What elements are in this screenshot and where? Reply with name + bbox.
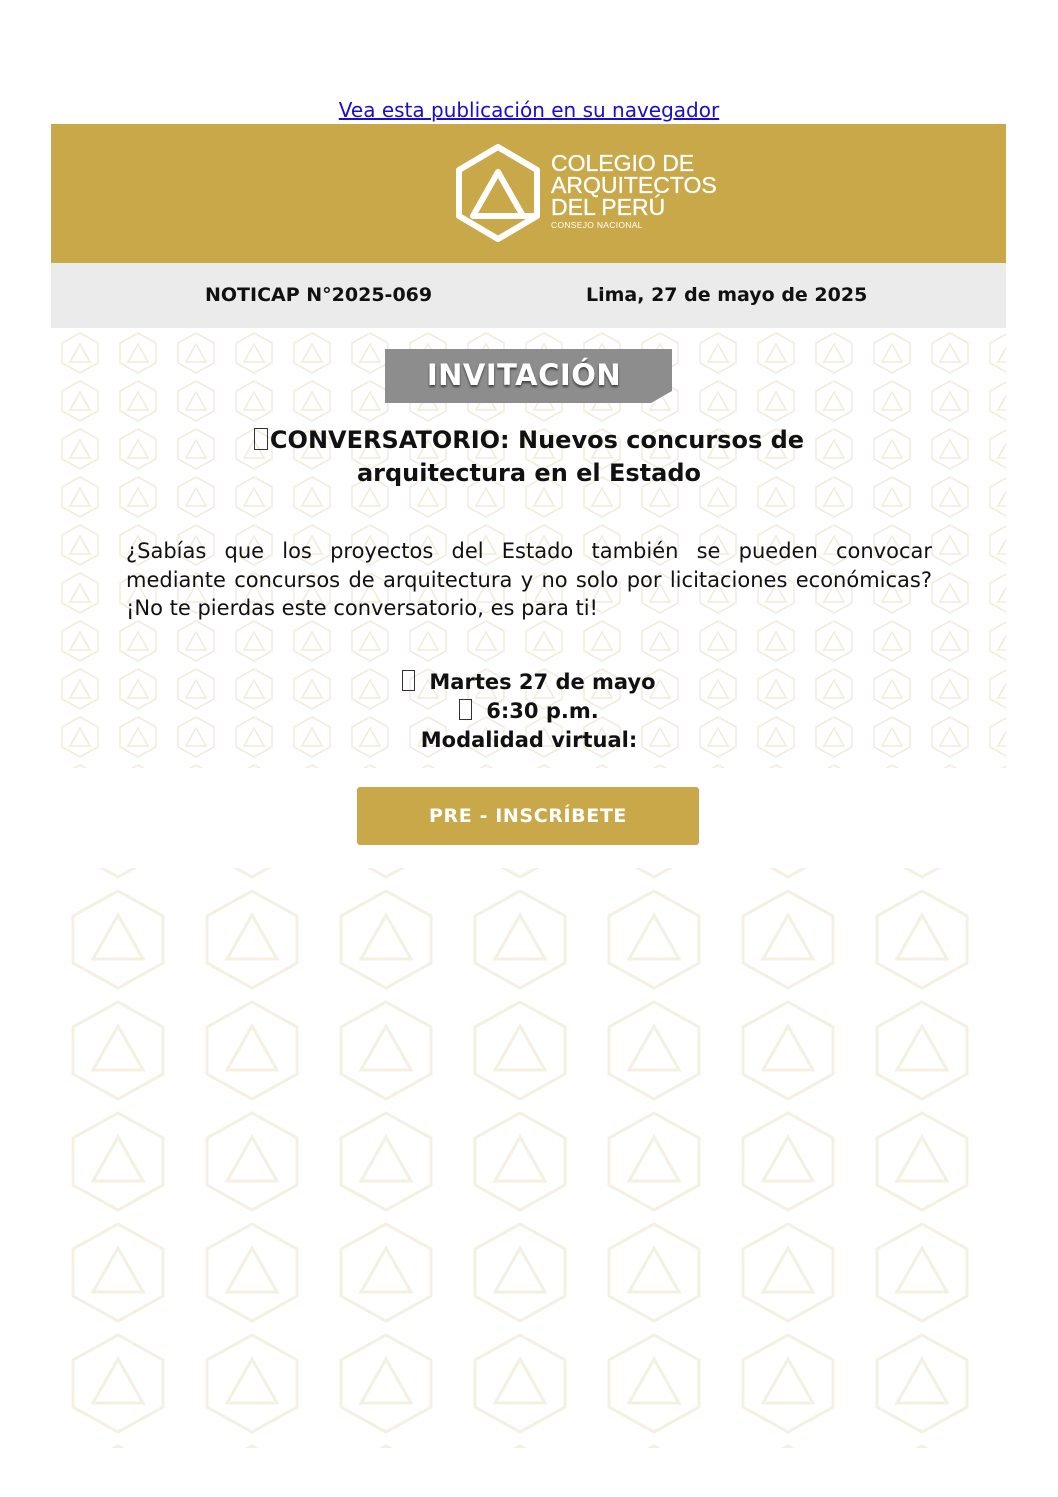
event-day-row xyxy=(0,668,1058,697)
clock-icon xyxy=(459,699,472,720)
noticap-number: NOTICAP N°2025-069 xyxy=(205,284,433,306)
calendar-icon xyxy=(402,670,415,691)
event-day: Martes 27 de mayo xyxy=(429,670,656,694)
logo-subtitle: CONSEJO NACIONAL xyxy=(551,220,643,230)
event-title-line-2: arquitectura en el Estado xyxy=(356,459,702,487)
invitation-banner-label: INVITACIÓN xyxy=(426,358,622,392)
logo-line-2: ARQUITECTOS xyxy=(551,172,717,198)
header-band xyxy=(51,124,1006,263)
logo-line-3: DEL PERÚ xyxy=(551,194,666,220)
issue-date: Lima, 27 de mayo de 2025 xyxy=(586,284,868,306)
event-details xyxy=(0,668,1058,755)
background-pattern xyxy=(51,328,1006,1448)
event-time: 6:30 p.m. xyxy=(486,699,599,723)
view-in-browser-link[interactable]: Vea esta publicación en su navegador xyxy=(338,98,720,122)
cap-logo-mark-icon xyxy=(453,144,543,244)
event-description: ¿Sabías que los proyectos del Estado también se pueden convocar mediante concursos de arquitectura y no solo por licitaciones económicas? ¡No te pierdas este conversatorio, es para ti! xyxy=(126,539,932,620)
info-band xyxy=(51,263,1006,328)
event-title xyxy=(150,424,908,490)
missing-glyph-icon xyxy=(254,428,268,450)
invitation-banner xyxy=(385,349,672,403)
logo-line-1: COLEGIO DE xyxy=(551,150,695,176)
pre-register-button[interactable]: PRE - INSCRÍBETE xyxy=(357,787,699,845)
logo-text xyxy=(551,152,717,231)
event-mode: Modalidad virtual: xyxy=(420,728,638,752)
event-time-row xyxy=(0,697,1058,726)
cap-logo xyxy=(453,144,717,244)
event-title-line-1: CONVERSATORIO: Nuevos concursos de xyxy=(269,426,805,454)
